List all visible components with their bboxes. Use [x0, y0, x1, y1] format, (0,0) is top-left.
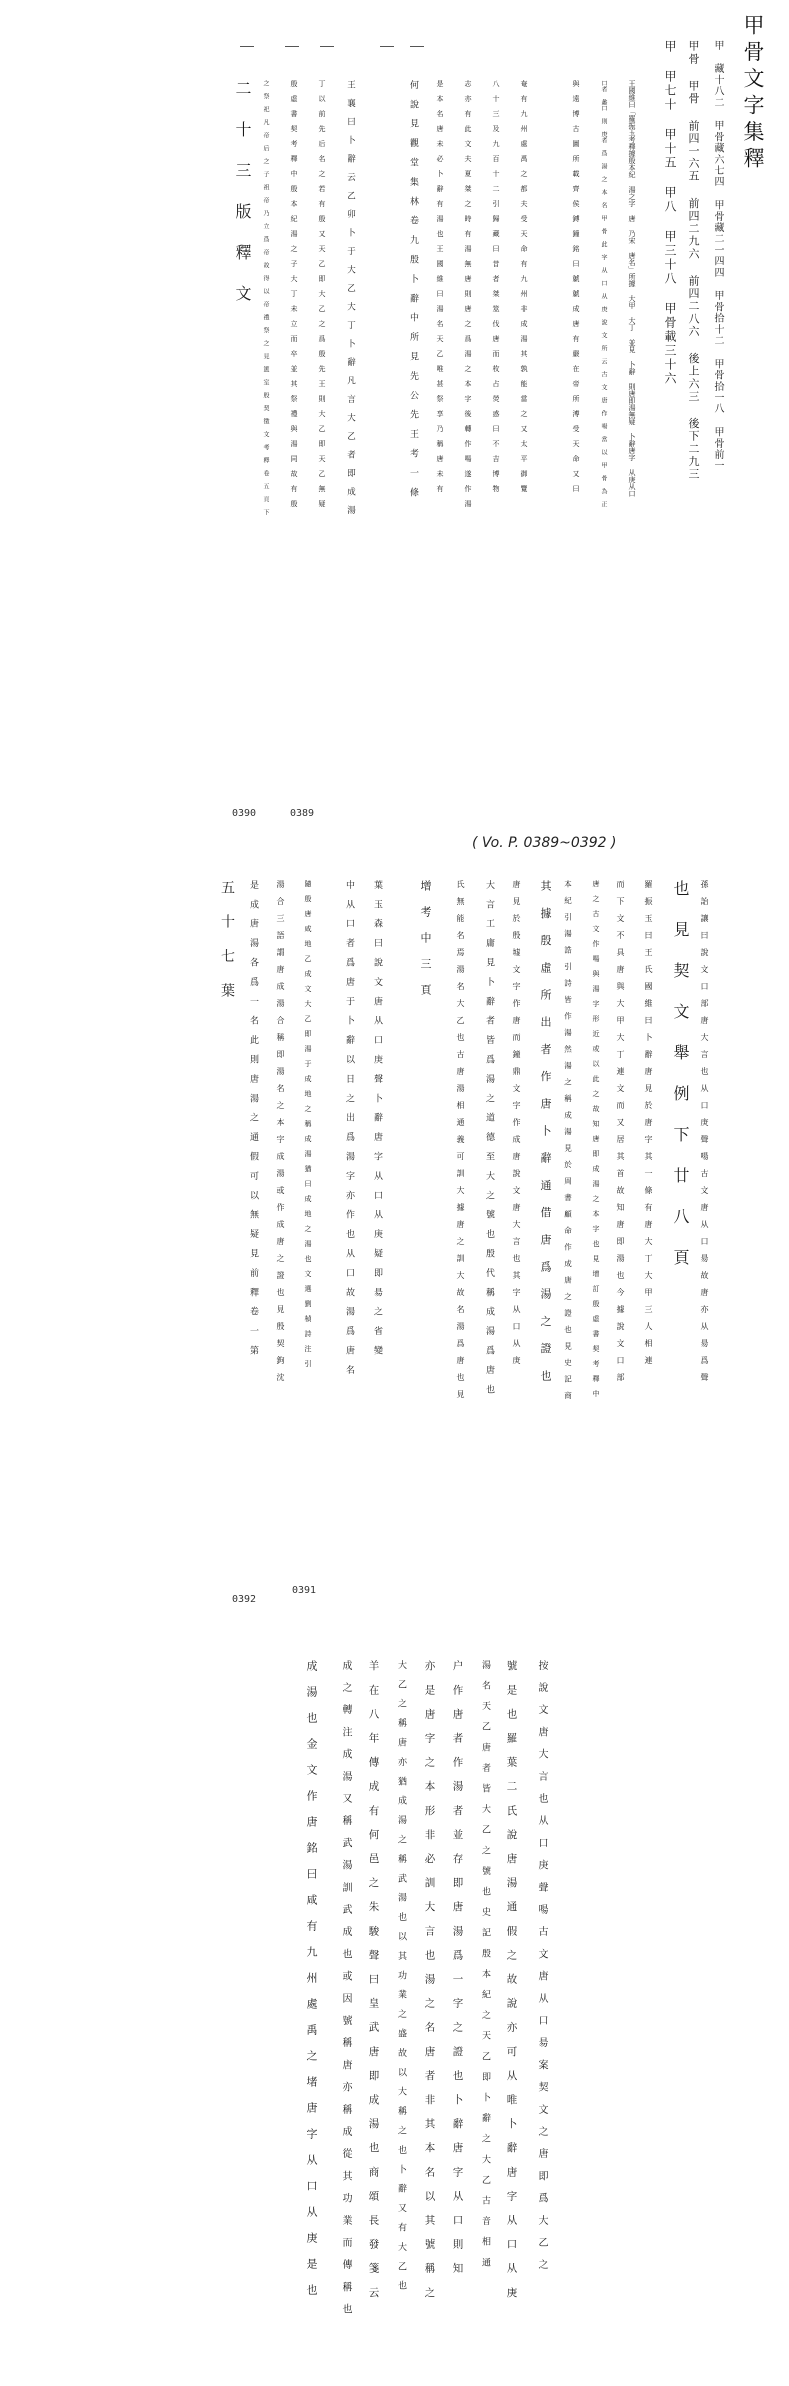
text-column: 户 作 唐 者 作 湯 者 並 存 即 唐 湯 爲 一 字 之 證 也 卜 辭 唐 字 从 口 則 知 — [451, 1660, 464, 2274]
text-column: 五 十 七 葉 — [219, 880, 235, 1000]
text-column: 而 下 文 不 具 唐 與 大 甲 大 丁 連 文 而 又 居 其 首 故 知 唐 即 湯 也 今 據 說 文 口 部 — [616, 880, 625, 1381]
text-column: 二 十 三 版 釋 文 — [233, 80, 252, 304]
text-column: 湯 名 天 乙 唐 者 皆 大 乙 之 號 也 史 記 殷 本 紀 之 天 乙 即 卜 辭 之 大 乙 古 音 相 通 — [480, 1660, 490, 2268]
text-column: 大 言 工 庸 見 卜 辭 者 皆 爲 湯 之 道 德 至 大 之 號 也 殷 代 稱 成 湯 爲 唐 也 — [484, 880, 494, 1394]
text-column: 甲 甲七十 甲十五 甲八 甲三十八 甲骨載三十六 — [663, 40, 677, 386]
text-column: 增 考 中 三 頁 — [419, 880, 432, 996]
text-column: 甲骨 甲骨 前四一六五 前四二九六 前四二八六 後上六三 後下二九三 — [687, 40, 700, 481]
text-column: 是 成 唐 湯 各 爲 一 名 此 則 唐 湯 之 通 假 可 以 無 疑 見 前 釋 卷 一 第 — [248, 880, 258, 1355]
text-column: 王國維曰「羅振玉考釋據殷本紀 湯之字 唐 乃宋 唐名」所據 大甲 大丁 並見 卜辭 則唐即湯無疑 卜辭唐字 从庚从口 — [628, 80, 636, 497]
text-column: 按 說 文 唐 大 言 也 从 口 庚 聲 啺 古 文 唐 从 口 昜 案 契 文 之 唐 即 爲 大 乙 之 — [536, 1660, 547, 2270]
text-column: 成 之 轉 注 成 湯 又 稱 武 湯 訓 武 成 也 或 因 號 稱 唐 亦 稱 成 從 其 功 業 而 傳 稱 也 — [340, 1660, 351, 2315]
text-column: 本 紀 引 湯 誥 引 詩 皆 作 湯 然 湯 之 稱 成 湯 見 於 周 書 顧 命 作 成 唐 之 證 也 見 史 記 商 — [563, 880, 573, 1399]
top-dash — [320, 46, 334, 47]
volume-reference: ( Vo. P. 0389~0392 ) — [472, 835, 617, 851]
page-number: 0391 — [292, 1585, 317, 1596]
text-column: 亦 是 唐 字 之 本 形 非 必 訓 大 言 也 湯 之 名 唐 者 非 其 本 名 以 其 號 稱 之 — [423, 1660, 436, 2298]
page-number: 0390 — [232, 808, 257, 819]
text-column: 葉 玉 森 曰 說 文 唐 从 口 庚 聲 卜 辭 唐 字 从 口 从 庚 疑 即 昜 之 省 變 — [372, 880, 382, 1355]
text-column: 中 从 口 者 爲 唐 于 卜 辭 以 日 之 出 爲 湯 字 亦 作 也 从 口 故 湯 爲 唐 名 — [344, 880, 354, 1375]
text-column: 唐 之 古 文 作 啺 與 湯 字 形 近 或 以 此 之 故 知 唐 即 成 湯 之 本 字 也 見 增 訂 殷 虛 書 契 考 釋 中 — [592, 880, 600, 1397]
text-column: 之 祭 祀 凡 帝 后 之 子 祖 帝 乃 立 爲 帝 故 得 以 帝 禮 祭 之 見 簠 室 殷 契 徵 文 考 釋 卷 五 頁 下 — [262, 80, 269, 515]
text-column: 奄 有 九 州 處 禹 之 都 夫 受 天 命 有 九 州 非 成 湯 其 孰 能 當 之 又 太 平 御 覽 — [520, 80, 528, 492]
top-dash — [380, 46, 394, 47]
text-column: 殷 虛 書 契 考 釋 中 殷 本 紀 湯 之 子 大 丁 未 立 而 卒 並 其 祭 禮 與 湯 同 故 有 殷 — [290, 80, 298, 507]
text-column: 與 遠 博 古 圖 所 載 齊 侯 鎛 鐘 銘 曰 虩 虩 成 唐 有 嚴 在 帝 所 溥 受 天 命 又 曰 — [572, 80, 580, 492]
text-column: 其 據 殷 虛 所 出 者 作 唐 卜 辭 通 借 唐 爲 湯 之 證 也 — [539, 880, 552, 1383]
page-title: 甲骨文字集釋 — [741, 14, 765, 174]
text-column: 湯 合 三 語 謂 唐 成 湯 合 稱 即 湯 名 之 本 字 成 湯 或 作 成 唐 之 證 也 見 殷 契 鉤 沈 — [276, 880, 285, 1381]
text-column: 孫 詒 讓 曰 說 文 口 部 唐 大 言 也 从 口 庚 聲 啺 古 文 唐 从 口 昜 故 唐 亦 从 昜 爲 聲 — [700, 880, 709, 1381]
text-column: 成 湯 也 金 文 作 唐 銘 曰 咸 有 九 州 處 禹 之 堵 唐 字 从 口 从 庚 是 也 — [305, 1660, 318, 2296]
top-dash — [240, 46, 254, 47]
text-column: 王 襄 曰 卜 辭 云 乙 卯 卜 于 大 乙 大 丁 卜 辭 凡 言 大 乙 者 即 成 湯 — [345, 80, 356, 514]
text-column: 何 說 見 觀 堂 集 林 卷 九 殷 卜 辭 中 所 見 先 公 先 王 考 一 條 — [408, 80, 418, 497]
text-column: 丁 以 前 先 后 名 之 若 有 殷 又 天 乙 即 大 乙 之 爲 殷 先 王 則 大 乙 即 天 乙 無 疑 — [318, 80, 326, 507]
page-number: 0392 — [232, 1594, 257, 1605]
text-column: 唐 見 於 殷 墟 文 字 作 唐 而 鐘 鼎 文 字 作 成 唐 說 文 唐 大 言 也 其 字 从 口 从 庚 — [512, 880, 521, 1364]
text-column: 羅 振 玉 曰 王 氏 國 維 曰 卜 辭 唐 見 於 唐 字 其 一 條 有 唐 大 丁 大 甲 三 人 相 連 — [644, 880, 653, 1364]
top-dash — [285, 46, 299, 47]
text-column: 隨 殷 唐 咸 地 乙 成 文 大 乙 即 湯 于 成 地 之 稱 成 湯 猶 曰 成 地 之 湯 也 文 選 劉 楨 詩 注 引 — [304, 880, 312, 1367]
text-column: 志 亦 有 此 文 夫 夏 桀 之 時 有 湯 無 唐 則 唐 之 爲 湯 之 本 字 後 轉 作 啺 遂 作 湯 — [464, 80, 472, 507]
text-column: 八 十 三 及 九 百 十 二 引 歸 藏 曰 昔 者 桀 筮 伐 唐 而 枚 占 熒 惑 曰 不 吉 博 物 — [492, 80, 500, 492]
text-column: 氏 無 能 名 焉 湯 名 大 乙 也 古 唐 湯 相 通 義 可 訓 大 據 唐 之 訓 大 故 名 湯 爲 唐 也 見 — [456, 880, 465, 1398]
text-column: 大 乙 之 稱 唐 亦 猶 成 湯 之 稱 武 湯 也 以 其 功 業 之 盛 故 以 大 稱 之 也 卜 辭 又 有 大 乙 也 — [396, 1660, 406, 2291]
text-column: 號 是 也 羅 葉 二 氏 說 唐 湯 通 假 之 故 說 亦 可 从 唯 卜 辭 唐 字 从 口 从 庚 — [505, 1660, 518, 2298]
text-column: 也 見 契 文 舉 例 下 廿 八 頁 — [671, 880, 690, 1268]
page-number: 0389 — [290, 808, 315, 819]
text-column: 口者 蠡口 則 庚者 爲 湯 之 本 名 甲 骨 此 字 从 口 从 庚 說 文 所 云 古 文 唐 作 啺 當 以 甲 骨 為 正 — [600, 80, 607, 507]
top-dash — [410, 46, 424, 47]
text-column: 甲 藏十八二 甲骨藏六七四 甲骨藏二一四四 甲骨拾十二 甲骨拾一八 甲骨前一 — [712, 40, 723, 472]
text-column: 是 本 名 唐 未 必 卜 辭 有 湯 也 王 國 維 曰 湯 名 天 乙 唯 甚 祭 享 乃 稱 唐 未 有 — [436, 80, 444, 492]
text-column: 羊 在 八 年 傳 成 有 何 邑 之 朱 駿 聲 曰 皇 武 唐 即 成 湯 也 商 頌 長 發 箋 云 — [367, 1660, 380, 2298]
